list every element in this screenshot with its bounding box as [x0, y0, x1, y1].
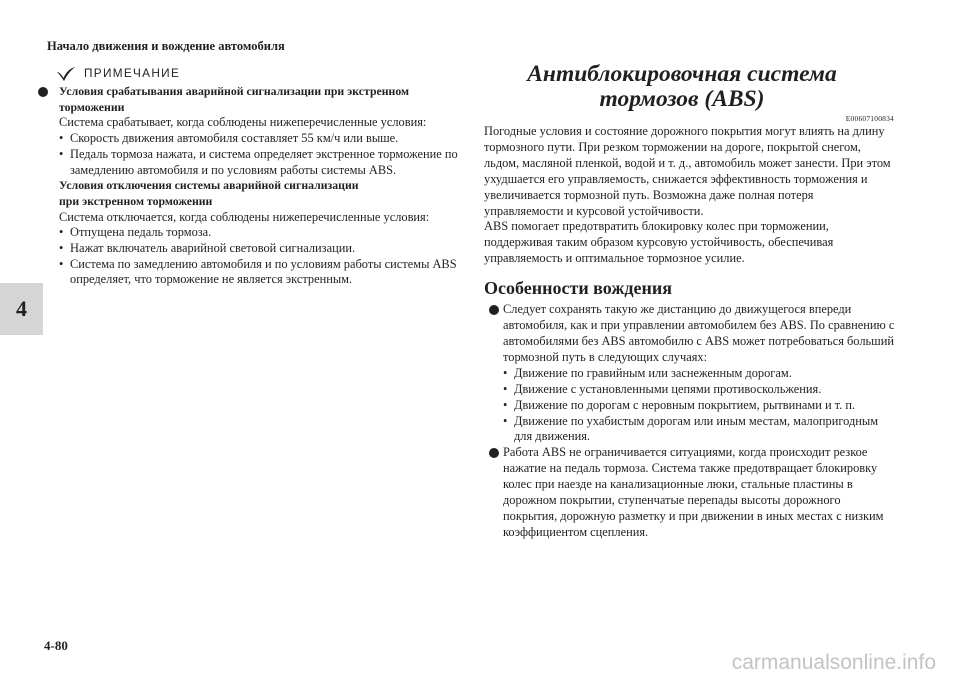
chapter-tab: 4	[0, 283, 43, 335]
section-code: E00607100834	[845, 114, 894, 123]
abs-body	[484, 124, 896, 541]
driving-sub-item: • Движение по ухабистым дорогам или иным местам, малопригодным для движения.	[484, 414, 896, 446]
bullet-icon	[489, 448, 499, 458]
deactivation-item: • Система по замедлению автомобиля и по условиям работы системы ABS определяет, что торможение не является экстренным.	[59, 257, 459, 288]
activation-heading: Условия срабатывания аварийной сигнализации при экстренном торможении	[59, 84, 459, 115]
running-header: Начало движения и вождение автомобиля	[47, 39, 285, 53]
abs-title	[484, 62, 880, 112]
driving-sub-item: • Движение с установленными цепями противоскольжения.	[484, 382, 896, 398]
abs-title-line1: Антиблокировочная система	[527, 61, 837, 87]
activation-item: • Педаль тормоза нажата, и система определяет экстренное торможение по замедлению автомобиля и по условиям работы системы ABS.	[59, 147, 459, 178]
abs-paragraph-2: ABS помогает предотвратить блокировку колес при торможении, поддерживая таким образом курсовую устойчивость, обеспечивая управляемость и оптимальное тормозное усилие.	[484, 219, 834, 266]
note-label: ПРИМЕЧАНИЕ	[84, 66, 181, 81]
deactivation-item: • Отпущена педаль тормоза.	[59, 225, 459, 241]
bullet-icon	[38, 87, 48, 97]
note-header	[55, 64, 459, 84]
driving-sub-item: • Движение по дорогам с неровным покрытием, рытвинами и т. п.	[484, 398, 896, 414]
deactivation-heading-line1: Условия отключения системы аварийной сигнализации	[59, 178, 359, 193]
activation-item: • Скорость движения автомобиля составляет 55 км/ч или выше.	[59, 131, 459, 147]
bullet-icon	[489, 305, 499, 315]
driving-bullet-1: Следует сохранять такую же дистанцию до движущегося впереди автомобиля, как и при управлении автомобилем без ABS. По сравнению с автомобилями без ABS автомобилю с ABS может потребоваться больший тормозной путь в следующих случаях:	[484, 302, 896, 366]
activation-intro: Система срабатывает, когда соблюдены нижеперечисленные условия:	[59, 115, 427, 130]
deactivation-intro: Система отключается, когда соблюдены нижеперечисленные условия:	[59, 209, 430, 224]
abs-paragraph-1: Погодные условия и состояние дорожного покрытия могут влиять на длину тормозного пути. При резком торможении на дороге, покрытой снегом, льдом, масляной пленкой, водой и т. д., автомобиль может занести. При этом ухудшается его управляемость, снижается эффективность торможения и увеличивается тормозной путь. Возможна даже полная потеря управляемости и курсовой устойчивости.	[484, 124, 891, 218]
deactivation-item: • Нажат включатель аварийной световой сигнализации.	[59, 241, 459, 257]
driving-heading: Особенности вождения	[484, 278, 672, 299]
deactivation-heading-line2: при экстренном торможении	[59, 193, 213, 208]
driving-bullet-2: Работа ABS не ограничивается ситуациями, когда происходит резкое нажатие на педаль тормоза. Система также предотвращает блокировку колес при наезде на канализационные люки, стальные пластины в дорожном покрытии, ступенчатые перепады высоты дорожного покрытия, дорожную разметку и при движении в иных местах с низким коэффициентом сцепления.	[484, 445, 896, 540]
page-number: 4-80	[44, 638, 68, 653]
note-block	[59, 64, 459, 288]
note-check-icon	[55, 66, 77, 82]
driving-sub-item: • Движение по гравийным или заснеженным дорогам.	[484, 366, 896, 382]
abs-title-line2: тормозов (ABS)	[599, 86, 765, 112]
watermark: carmanualsonline.info	[731, 651, 936, 674]
